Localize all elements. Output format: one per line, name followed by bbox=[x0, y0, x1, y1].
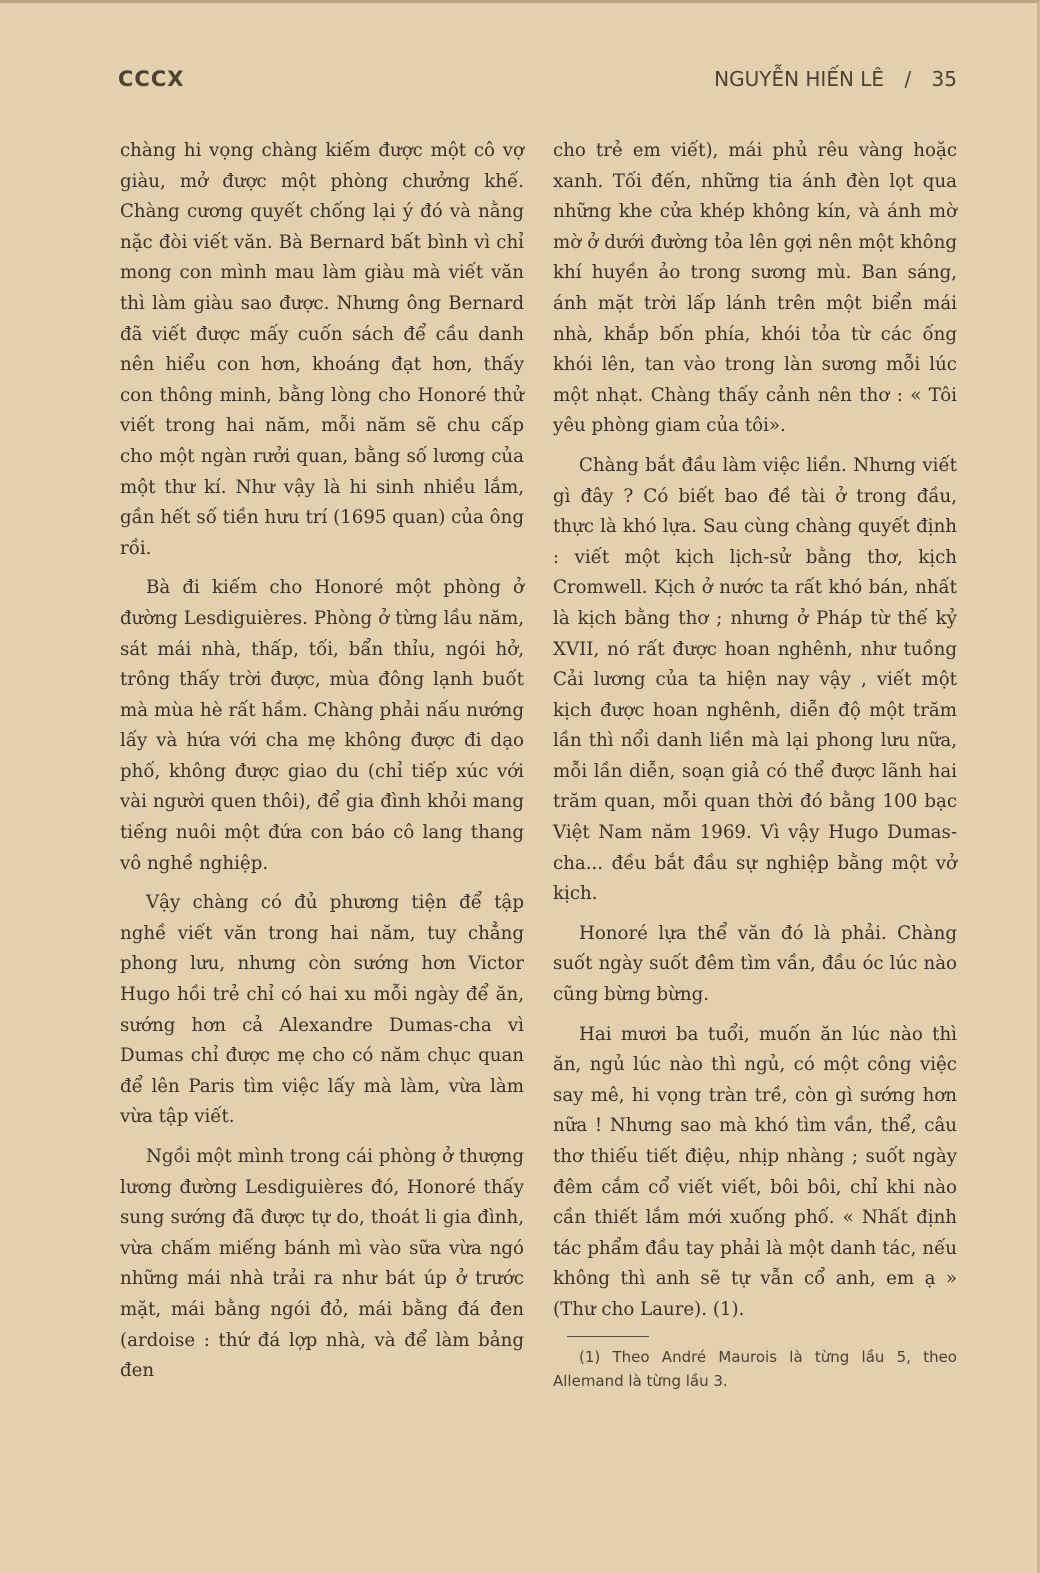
header-author-and-page bbox=[710, 67, 957, 91]
paragraph: Hai mươi ba tuổi, muốn ăn lúc nào thì ăn, ngủ lúc nào thì ngủ, có một công việc say mê, hi vọng tràn trề, còn gì sướng hơn nữa ! Nhưng sao mà khó tìm vần, thể, câu thơ thiếu tiết điệu, nhịp nhàng ; suốt ngày đêm cắm cổ viết viết, bôi bôi, chỉ khi nào cần thiết lắm mới xuống phố. « Nhất định tác phẩm đầu tay phải là một danh tác, nếu không thì anh sẽ tự vẫn cổ anh, em ạ » (Thư cho Laure). (1). bbox=[553, 1023, 957, 1320]
footnote: (1) Theo André Maurois là từng lầu 5, theo Allemand là từng lầu 3. bbox=[553, 1347, 957, 1390]
paragraph: Ngồi một mình trong cái phòng ở thượng lương đường Lesdiguières đó, Honoré thấy sung sướng đã được tự do, thoát li gia đình, vừa chấm miếng bánh mì vào sữa vừa ngó những mái nhà trải ra như bát úp ở trước mặt, mái bằng ngói đỏ, mái bằng đá đen (ardoise : thứ đá lợp nhà, và để làm bảng đen bbox=[120, 1146, 524, 1382]
header-separator: / bbox=[904, 67, 912, 91]
running-header bbox=[118, 67, 957, 97]
header-author: NGUYỄN HIẾN LÊ bbox=[714, 67, 885, 91]
paragraph: cho trẻ em viết), mái phủ rêu vàng hoặc xanh. Tối đến, những tia ánh đèn lọt qua những khe cửa khép không kín, và ánh mờ mờ ở dưới đường tỏa lên gợi nên một không khí huyền ảo trong sương mù. Ban sáng, ánh mặt trời lấp lánh trên một biển mái nhà, khắp bốn phía, khói tỏa từ các ống khói lên, tan vào trong làn sương mỗi lúc một nhạt. Chàng thấy cảnh nên thơ : « Tôi yêu phòng giam của tôi». bbox=[553, 140, 957, 437]
right-text-column bbox=[553, 136, 957, 1393]
paragraph: Vậy chàng có đủ phương tiện để tập nghề viết văn trong hai năm, tuy chẳng phong lưu, nhưng còn sướng hơn Victor Hugo hồi trẻ chỉ có hai xu mỗi ngày để ăn, sướng hơn cả Alexandre Dumas-cha vì Dumas chỉ được mẹ cho có năm chục quan để lên Paris tìm việc lấy mà làm, vừa làm vừa tập viết. bbox=[120, 892, 524, 1128]
paragraph: Bà đi kiếm cho Honoré một phòng ở đường Lesdiguières. Phòng ở từng lầu năm, sát mái nhà, thấp, tối, bẩn thỉu, ngói hở, trông thấy trời được, mùa đông lạnh buốt mà mùa hè rất hầm. Chàng phải nấu nướng lấy và hứa với cha mẹ không được đi dạo phố, không được giao du (chỉ tiếp xúc với vài người quen thôi), để gia đình khỏi mang tiếng nuôi một đứa con báo cô lang thang vô nghề nghiệp. bbox=[120, 577, 524, 874]
paragraph: Honoré lựa thể văn đó là phải. Chàng suốt ngày suốt đêm tìm vần, đầu óc lúc nào cũng bừng bừng. bbox=[553, 922, 957, 1006]
paragraph: Chàng bắt đầu làm việc liền. Nhưng viết gì đây ? Có biết bao đề tài ở trong đầu, thực là khó lựa. Sau cùng chàng quyết định : viết một kịch lịch-sử bằng thơ, kịch Cromwell. Kịch ở nước ta rất khó bán, nhất là kịch bằng thơ ; nhưng ở Pháp từ thế kỷ XVII, nó rất được hoan nghênh, như tuồng Cải lương của ta hiện nay vậy , viết một kịch được hoan nghênh, diễn độ một trăm lần thì nổi danh liền mà lại phong lưu nữa, mỗi lần diễn, soạn giả có thể được lãnh hai trăm quan, mỗi quan thời đó bằng 100 bạc Việt Nam năm 1969. Vì vậy Hugo Dumas-cha... đều bắt đầu sự nghiệp bằng một vở kịch. bbox=[553, 454, 957, 905]
footnote-divider bbox=[567, 1336, 649, 1337]
page-number: 35 bbox=[931, 67, 957, 91]
left-text-column bbox=[120, 136, 524, 1396]
header-series-label: CCCX bbox=[118, 67, 185, 91]
paragraph: chàng hi vọng chàng kiếm được một cô vợ giàu, mở được một phòng chưởng khế. Chàng cương quyết chống lại ý đó và nằng nặc đòi viết văn. Bà Bernard bất bình vì chỉ mong con mình mau làm giàu mà viết văn thì làm giàu sao được. Nhưng ông Bernard đã viết được mấy cuốn sách để cầu danh nên hiểu con hơn, khoáng đạt hơn, thấy con thông minh, bằng lòng cho Honoré thử viết trong hai năm, mỗi năm sẽ chu cấp cho một ngàn rưởi quan, bằng số lương của một thư kí. Như vậy là hi sinh nhiều lắm, gần hết số tiền hưu trí (1695 quan) của ông rồi. bbox=[120, 140, 524, 559]
